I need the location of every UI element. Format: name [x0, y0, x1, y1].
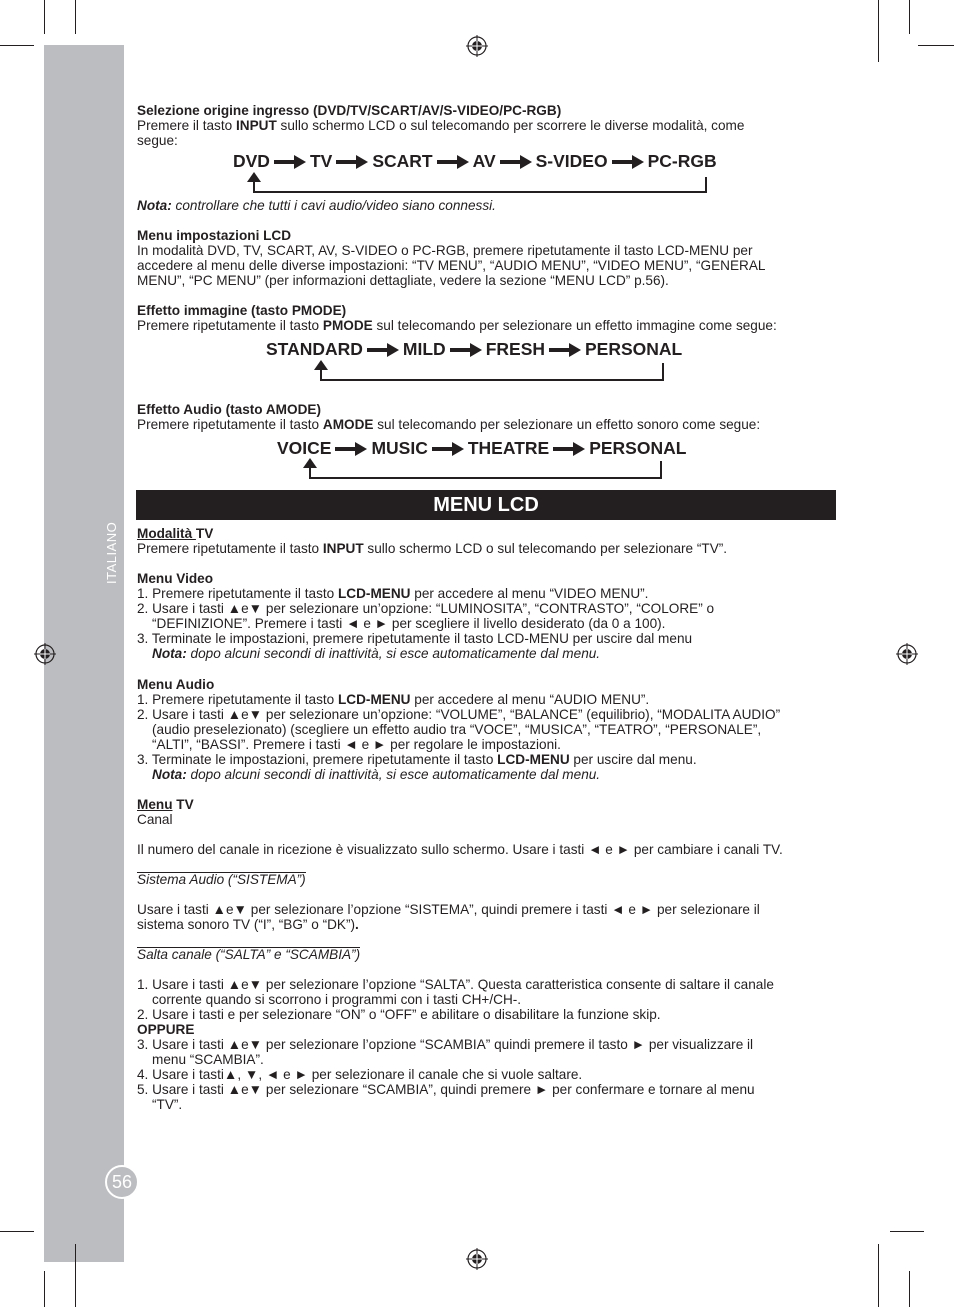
return-loop-icon [300, 457, 666, 481]
note: Nota: dopo alcuni secondi di inattività, si esce automaticamente dal menu. [152, 767, 601, 782]
crop-mark [878, 0, 879, 62]
note: Nota: dopo alcuni secondi di inattività, si esce automaticamente dal menu. [152, 646, 601, 661]
flow-item: VOICE [277, 438, 332, 458]
list-item: 5. Usare i tasti ▲e▼ per selezionare “SCAMBIA”, quindi premere ► per confermare e tornare al menu [137, 1082, 755, 1097]
picture-mode-flow [266, 339, 682, 360]
section-title: Effetto Audio (tasto AMODE) [137, 402, 321, 417]
paragraph: Premere ripetutamente il tasto PMODE sul telecomando per selezionare un effetto immagine come segue: [137, 318, 777, 333]
arrow-right-icon [432, 442, 464, 456]
arrow-right-icon [335, 442, 367, 456]
return-loop-icon [244, 171, 710, 195]
page-number: 56 [105, 1165, 139, 1199]
crop-mark [909, 0, 910, 34]
paragraph: sistema sonoro TV (“I”, “BG” o “DK”). [137, 917, 359, 932]
section-title: Menu impostazioni LCD [137, 228, 292, 243]
audio-mode-flow [277, 438, 686, 459]
arrow-right-icon [553, 442, 585, 456]
list-item-continued: (audio preselezionato) (scegliere un effetto audio tra “VOCE”, “MUSICA”, “TEATRO”, “PERSONALE”, [152, 722, 762, 737]
paragraph: MENU”, “PC MENU” (per informazioni dettagliate, vedere la sezione “MENU LCD” p.56). [137, 273, 669, 288]
list-item: 3. Usare i tasti ▲e▼ per selezionare l’opzione “SCAMBIA” quindi premere il tasto ► per visualizzare il [137, 1037, 754, 1052]
list-item: 2. Usare i tasti e per selezionare “ON” o “OFF” e abilitare o disabilitare la funzione skip. [137, 1007, 661, 1022]
list-item: 1. Premere ripetutamente il tasto LCD-MENU per accedere al menu “VIDEO MENU”. [137, 586, 649, 601]
flow-item: MILD [402, 339, 446, 359]
crop-mark [0, 1231, 34, 1232]
subsection-title: Modalità TV [137, 526, 214, 541]
arrow-right-icon [336, 155, 368, 169]
return-loop-icon [311, 359, 667, 383]
subsection-title: Menu TV [137, 797, 194, 812]
crop-mark [890, 1231, 924, 1232]
section-title: Effetto immagine (tasto PMODE) [137, 303, 347, 318]
registration-mark-icon [466, 1248, 488, 1270]
crop-mark [75, 0, 76, 34]
list-item: 2. Usare i tasti ▲e▼ per selezionare un’opzione: “LUMINOSITA”, “CONTRASTO”, “COLORE” o [137, 601, 715, 616]
flow-item: AV [472, 151, 496, 171]
flow-item: DVD [233, 151, 270, 171]
arrow-right-icon [549, 343, 581, 357]
arrow-right-icon [500, 155, 532, 169]
flow-item: FRESH [485, 339, 545, 359]
flow-item: PERSONAL [585, 339, 683, 359]
list-item: 2. Usare i tasti ▲e▼ per selezionare un’opzione: “VOLUME”, “BALANCE” (equilibrio), “MODALITA AUDIO” [137, 707, 781, 722]
subsection-title: Sistema Audio (“SISTEMA”) [137, 872, 306, 887]
arrow-right-icon [437, 155, 469, 169]
crop-mark [878, 1244, 879, 1307]
paragraph: segue: [137, 133, 178, 148]
section-title: Selezione origine ingresso (DVD/TV/SCART/AV/S-VIDEO/PC-RGB) [137, 103, 562, 118]
list-item-continued: “DEFINIZIONE”. Premere i tasti ◄ e ► per scegliere il livello desiderato (da 0 a 100). [152, 616, 666, 631]
list-item: 4. Usare i tasti▲, ▼, ◄ e ► per selezionare il canale che si vuole saltare. [137, 1067, 583, 1082]
paragraph: Premere il tasto INPUT sullo schermo LCD o sul telecomando per scorrere le diverse modalità, come [137, 118, 745, 133]
subsection-title: Menu Video [137, 571, 214, 586]
subsection-title: Salta canale (“SALTA” e “SCAMBIA”) [137, 947, 361, 962]
crop-mark [909, 1271, 910, 1307]
registration-mark-icon [34, 643, 56, 665]
arrow-right-icon [450, 343, 482, 357]
paragraph: Premere ripetutamente il tasto AMODE sul telecomando per selezionare un effetto sonoro come segue: [137, 417, 761, 432]
subsection-title: Menu Audio [137, 677, 215, 692]
sidebar [44, 45, 124, 1262]
flow-item: TV [309, 151, 333, 171]
note: Nota: controllare che tutti i cavi audio/video siano connessi. [137, 198, 496, 213]
crop-mark [0, 45, 34, 46]
flow-item: STANDARD [266, 339, 363, 359]
crop-mark [44, 0, 45, 34]
language-label [104, 564, 119, 584]
paragraph: accedere al menu delle diverse impostazioni: “TV MENU”, “AUDIO MENU”, “VIDEO MENU”, “GENERAL [137, 258, 766, 273]
arrow-right-icon [274, 155, 306, 169]
input-flow-diagram [233, 151, 717, 172]
list-item: 3. Terminate le impostazioni, premere ripetutamente il tasto LCD-MENU per uscire dal menu [137, 631, 693, 646]
paragraph: Canal [137, 812, 173, 827]
arrow-right-icon [367, 343, 399, 357]
list-item: 1. Usare i tasti ▲e▼ per selezionare l’opzione “SALTA”. Questa caratteristica consente di saltare il canale [137, 977, 774, 992]
registration-mark-icon [466, 35, 488, 57]
paragraph: Premere ripetutamente il tasto INPUT sullo schermo LCD o sul telecomando per selezionare “TV”. [137, 541, 728, 556]
crop-mark [918, 45, 954, 46]
list-item-continued: “TV”. [152, 1097, 183, 1112]
list-item-continued: “ALTI”, “BASSI”. Premere i tasti ◄ e ► per regolare le impostazioni. [152, 737, 561, 752]
flow-item: PC-RGB [647, 151, 717, 171]
section-heading-bar: MENU LCD [136, 490, 836, 520]
crop-mark [75, 1244, 76, 1307]
paragraph: Usare i tasti ▲e▼ per selezionare l’opzione “SISTEMA”, quindi premere i tasti ◄ e ► per selezionare il [137, 902, 760, 917]
flow-item: THEATRE [467, 438, 550, 458]
flow-item: MUSIC [371, 438, 428, 458]
paragraph: Il numero del canale in ricezione è visualizzato sullo schermo. Usare i tasti ◄ e ► per cambiare i canali TV. [137, 842, 783, 857]
paragraph: OPPURE [137, 1022, 195, 1037]
flow-item: SCART [372, 151, 433, 171]
crop-mark [44, 1271, 45, 1307]
list-item-continued: corrente quando si scorrono i programmi con i tasti CH+/CH-. [152, 992, 522, 1007]
paragraph: In modalità DVD, TV, SCART, AV, S-VIDEO o PC-RGB, premere ripetutamente il tasto LCD-MENU per [137, 243, 753, 258]
list-item: 3. Terminate le impostazioni, premere ripetutamente il tasto LCD-MENU per uscire dal menu. [137, 752, 697, 767]
flow-item: S-VIDEO [535, 151, 608, 171]
arrow-right-icon [612, 155, 644, 169]
list-item-continued: menu “SCAMBIA”. [152, 1052, 264, 1067]
registration-mark-icon [896, 643, 918, 665]
list-item: 1. Premere ripetutamente il tasto LCD-MENU per accedere al menu “AUDIO MENU”. [137, 692, 650, 707]
flow-item: PERSONAL [589, 438, 687, 458]
